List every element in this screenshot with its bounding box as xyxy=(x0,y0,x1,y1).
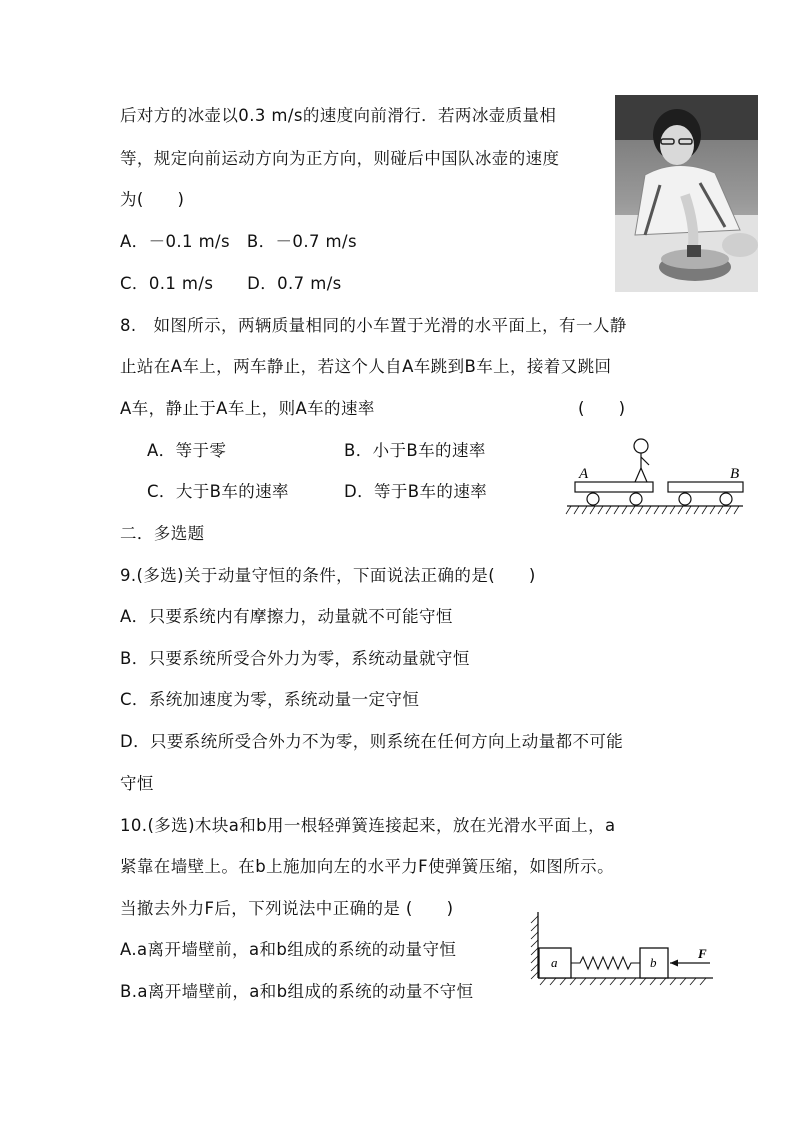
spring xyxy=(571,957,640,969)
q9-option-d-line-2: 守恒 xyxy=(120,774,154,793)
q8-line-3: A车，静止于A车上，则A车的速率 xyxy=(120,399,375,418)
q7-options-row-2: C．0.1 m/s D．0.7 m/s xyxy=(120,274,342,293)
q8-option-c: C．大于B车的速率 xyxy=(147,482,289,501)
q8-option-b: B．小于B车的速率 xyxy=(344,441,486,460)
q9-option-b: B．只要系统所受合外力为零，系统动量就守恒 xyxy=(120,649,470,668)
q9-option-d-line-1: D．只要系统所受合外力不为零，则系统在任何方向上动量都不可能 xyxy=(120,732,624,751)
block-b-label: b xyxy=(650,955,657,970)
q8-carts-figure xyxy=(563,432,745,520)
q8-line-2: 止站在A车上，两车静止，若这个人自A车跳到B车上，接着又跳回 xyxy=(120,357,612,376)
section-heading: 二．多选题 xyxy=(120,524,205,543)
q7-line-3: 为( ) xyxy=(120,190,185,209)
curling-photo xyxy=(615,95,758,292)
q10-spring-figure xyxy=(528,910,718,986)
q10-option-b: B.a离开墙壁前，a和b组成的系统的动量不守恒 xyxy=(120,982,474,1001)
q8-option-a: A．等于零 xyxy=(147,441,227,460)
cart-a-label: A xyxy=(579,466,589,482)
q10-option-a: A.a离开墙壁前，a和b组成的系统的动量守恒 xyxy=(120,940,457,959)
q7-line-1: 后对方的冰壶以0.3 m/s的速度向前滑行．若两冰壶质量相 xyxy=(120,106,557,125)
q9-option-c: C．系统加速度为零，系统动量一定守恒 xyxy=(120,690,420,709)
q8-option-d: D．等于B车的速率 xyxy=(344,482,488,501)
block-a-label: a xyxy=(551,955,558,970)
force-arrow-icon xyxy=(670,960,678,967)
q10-line-2: 紧靠在墙壁上。在b上施加向左的水平力F使弹簧压缩，如图所示。 xyxy=(120,857,614,876)
q8-line-1: 8. 如图所示，两辆质量相同的小车置于光滑的水平面上，有一人静 xyxy=(120,316,627,335)
cart-b-label: B xyxy=(730,466,740,482)
q10-line-1: 10.(多选)木块a和b用一根轻弹簧连接起来，放在光滑水平面上，a xyxy=(120,816,616,835)
q10-line-3: 当撤去外力F后，下列说法中正确的是 ( ) xyxy=(120,899,454,918)
q8-answer-blank: ( ) xyxy=(578,399,626,418)
force-label: F xyxy=(698,946,707,961)
q9-option-a: A．只要系统内有摩擦力，动量就不可能守恒 xyxy=(120,607,453,626)
q9-stem: 9.(多选)关于动量守恒的条件，下面说法正确的是( ) xyxy=(120,566,536,585)
q7-line-2: 等，规定向前运动方向为正方向，则碰后中国队冰壶的速度 xyxy=(120,149,560,168)
q7-options-row-1: A．－0.1 m/s B．－0.7 m/s xyxy=(120,232,357,251)
